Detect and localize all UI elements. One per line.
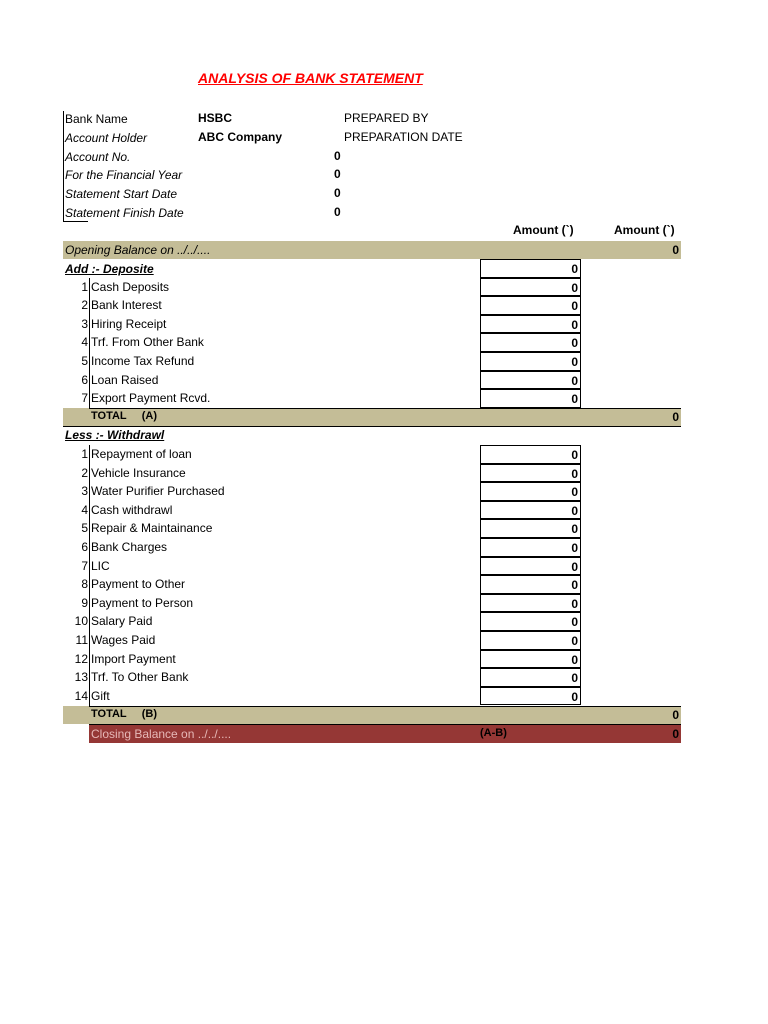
withdrawal-amount-value: 0 xyxy=(571,615,578,630)
withdrawal-number: 10 xyxy=(74,614,88,629)
withdrawal-amount-cell[interactable] xyxy=(480,668,581,687)
closing-balance-value: 0 xyxy=(672,727,679,741)
withdrawal-row xyxy=(63,650,681,669)
deposit-row xyxy=(63,333,681,352)
deposit-amount-cell[interactable] xyxy=(480,296,581,315)
page-title: ANALYSIS OF BANK STATEMENT xyxy=(198,70,423,86)
deposit-label: Trf. From Other Bank xyxy=(91,335,204,350)
withdrawal-amount-cell[interactable] xyxy=(480,612,581,631)
info-bottom-tick xyxy=(63,221,88,222)
closing-balance-formula: (A-B) xyxy=(480,727,507,739)
deposit-amount-value: 0 xyxy=(571,373,578,388)
withdrawal-row xyxy=(63,519,681,538)
deposit-number: 5 xyxy=(81,354,88,368)
withdrawal-number: 7 xyxy=(81,558,88,573)
withdrawal-number: 6 xyxy=(81,540,88,554)
deposit-label: Hiring Receipt xyxy=(91,316,167,331)
withdrawal-amount-cell[interactable] xyxy=(480,464,581,483)
account-no-label: Account No. xyxy=(65,150,131,164)
deposit-amount-cell[interactable] xyxy=(480,352,581,371)
withdrawal-row xyxy=(63,687,681,706)
financial-year-label: For the Financial Year xyxy=(65,168,183,182)
withdrawal-number: 5 xyxy=(81,521,88,536)
withdrawal-number: 3 xyxy=(81,484,88,499)
deposit-amount-value: 0 xyxy=(571,317,578,332)
bank-name-label: Bank Name xyxy=(65,112,128,126)
total-a-label: TOTAL (A) xyxy=(91,410,157,422)
account-holder-label: Account Holder xyxy=(65,131,148,145)
withdrawal-row xyxy=(63,668,681,687)
deposit-amount-cell[interactable] xyxy=(480,315,581,334)
deposit-label: Export Payment Rcvd. xyxy=(91,391,211,406)
deposit-row xyxy=(63,296,681,315)
total-a-top-border xyxy=(89,408,681,409)
deposit-amount-value: 0 xyxy=(571,336,578,351)
withdrawal-label: Payment to Person xyxy=(91,595,194,610)
amount-column-header-1: Amount (`) xyxy=(513,223,574,237)
total-a-bottom-border xyxy=(63,426,681,427)
withdrawal-amount-cell[interactable] xyxy=(480,631,581,650)
withdrawal-number: 12 xyxy=(74,651,88,666)
withdrawal-amount-cell[interactable] xyxy=(480,557,581,576)
withdrawal-row xyxy=(63,482,681,501)
withdrawal-amount-cell[interactable] xyxy=(480,519,581,538)
finish-date-label: Statement Finish Date xyxy=(65,206,184,220)
withdrawal-row xyxy=(63,557,681,576)
withdrawal-amount-value: 0 xyxy=(571,596,578,611)
withdrawal-number: 4 xyxy=(81,502,88,517)
withdrawal-label: Cash withdrawl xyxy=(91,502,173,517)
deposit-amount-cell[interactable] xyxy=(480,333,581,352)
deposit-number: 3 xyxy=(81,316,88,331)
prepared-by-label: PREPARED BY xyxy=(344,111,429,125)
financial-year-value: 0 xyxy=(334,167,341,181)
deposit-row xyxy=(63,389,681,408)
withdrawal-label: Repair & Maintainance xyxy=(91,521,213,536)
deposit-amount-value: 0 xyxy=(571,280,578,295)
deposit-number: 7 xyxy=(81,391,88,406)
total-b-value: 0 xyxy=(672,708,679,722)
withdrawal-label: Water Purifier Purchased xyxy=(91,484,225,499)
withdrawal-amount-value: 0 xyxy=(571,671,578,686)
amount-column-header-2: Amount (`) xyxy=(614,223,675,237)
withdrawal-row xyxy=(63,612,681,631)
withdrawal-number: 11 xyxy=(75,633,88,647)
deposit-amount-cell[interactable] xyxy=(480,371,581,390)
deposits-header-cell[interactable] xyxy=(480,259,581,278)
withdrawal-label: Import Payment xyxy=(91,651,176,666)
withdrawal-row xyxy=(63,464,681,483)
total-b-row xyxy=(63,706,681,724)
withdrawal-label: Wages Paid xyxy=(91,633,156,647)
withdrawals-divider xyxy=(89,445,90,742)
withdrawal-amount-cell[interactable] xyxy=(480,687,581,706)
opening-balance-row xyxy=(63,241,681,259)
withdrawal-label: Gift xyxy=(91,688,110,703)
withdrawal-amount-cell[interactable] xyxy=(480,650,581,669)
deposit-amount-value: 0 xyxy=(571,392,578,407)
finish-date-value: 0 xyxy=(334,205,341,219)
deposit-label: Cash Deposits xyxy=(91,279,170,294)
bank-name-value: HSBC xyxy=(198,111,233,125)
deposit-number: 1 xyxy=(81,279,88,294)
account-holder-value: ABC Company xyxy=(198,130,283,144)
withdrawal-row xyxy=(63,501,681,520)
withdrawal-number: 9 xyxy=(81,595,88,610)
withdrawal-label: LIC xyxy=(91,558,110,573)
opening-balance-label: Opening Balance on ../../.... xyxy=(65,243,211,257)
total-a-value: 0 xyxy=(672,410,679,424)
withdrawal-row xyxy=(63,594,681,613)
withdrawal-amount-value: 0 xyxy=(571,485,578,500)
withdrawal-amount-value: 0 xyxy=(571,448,578,462)
info-left-border xyxy=(63,111,64,221)
withdrawal-label: Salary Paid xyxy=(91,614,153,629)
withdrawal-amount-value: 0 xyxy=(571,559,578,574)
closing-balance-label: Closing Balance on ../../.... xyxy=(91,727,232,741)
deposits-heading: Add :- Deposite xyxy=(65,262,154,276)
withdrawal-number: 14 xyxy=(74,688,88,703)
deposit-row xyxy=(63,352,681,371)
withdrawal-amount-cell[interactable] xyxy=(480,501,581,520)
withdrawal-amount-value: 0 xyxy=(571,634,578,648)
deposit-label: Loan Raised xyxy=(91,372,159,387)
withdrawal-amount-cell[interactable] xyxy=(480,594,581,613)
deposit-number: 6 xyxy=(81,372,88,387)
withdrawal-row xyxy=(63,445,681,464)
withdrawal-row xyxy=(63,631,681,650)
withdrawal-number: 13 xyxy=(74,670,88,685)
deposit-number: 2 xyxy=(81,298,88,313)
account-no-value: 0 xyxy=(334,149,341,163)
deposits-divider xyxy=(89,278,90,426)
withdrawal-amount-cell[interactable] xyxy=(480,575,581,594)
deposit-row xyxy=(63,371,681,390)
deposit-number: 4 xyxy=(81,335,88,350)
deposit-row xyxy=(63,278,681,297)
withdrawal-label: Repayment of loan xyxy=(91,447,192,461)
withdrawal-amount-value: 0 xyxy=(571,541,578,555)
deposit-row xyxy=(63,315,681,334)
total-b-top-border xyxy=(89,706,681,707)
withdrawal-label: Trf. To Other Bank xyxy=(91,670,189,685)
withdrawal-amount-value: 0 xyxy=(571,652,578,667)
closing-balance-row xyxy=(89,725,681,743)
deposit-amount-cell[interactable] xyxy=(480,278,581,297)
total-b-label: TOTAL (B) xyxy=(91,708,157,720)
withdrawal-label: Vehicle Insurance xyxy=(91,465,186,480)
withdrawal-amount-value: 0 xyxy=(571,466,578,481)
withdrawal-amount-value: 0 xyxy=(571,522,578,537)
total-a-row xyxy=(63,408,681,426)
withdrawal-amount-cell[interactable] xyxy=(480,482,581,501)
withdrawal-label: Bank Charges xyxy=(91,540,168,554)
withdrawal-row xyxy=(63,538,681,557)
preparation-date-label: PREPARATION DATE xyxy=(344,130,463,144)
deposit-amount-value: 0 xyxy=(571,355,578,369)
withdrawal-row xyxy=(63,575,681,594)
withdrawal-label: Payment to Other xyxy=(91,577,186,592)
withdrawal-amount-value: 0 xyxy=(571,578,578,593)
withdrawal-number: 1 xyxy=(81,447,88,461)
withdrawals-heading: Less :- Withdrawl xyxy=(65,428,165,442)
withdrawal-number: 2 xyxy=(81,465,88,480)
deposits-header-value: 0 xyxy=(571,262,578,276)
withdrawal-amount-cell[interactable] xyxy=(480,445,581,464)
deposit-label: Bank Interest xyxy=(91,298,162,313)
withdrawal-amount-value: 0 xyxy=(571,503,578,518)
deposit-amount-value: 0 xyxy=(571,299,578,314)
deposit-label: Income Tax Refund xyxy=(91,354,195,368)
withdrawal-amount-value: 0 xyxy=(571,689,578,704)
start-date-value: 0 xyxy=(334,186,341,200)
start-date-label: Statement Start Date xyxy=(65,187,178,201)
withdrawal-amount-cell[interactable] xyxy=(480,538,581,557)
withdrawal-number: 8 xyxy=(81,577,88,592)
deposit-amount-cell[interactable] xyxy=(480,389,581,408)
opening-balance-value: 0 xyxy=(672,243,679,257)
